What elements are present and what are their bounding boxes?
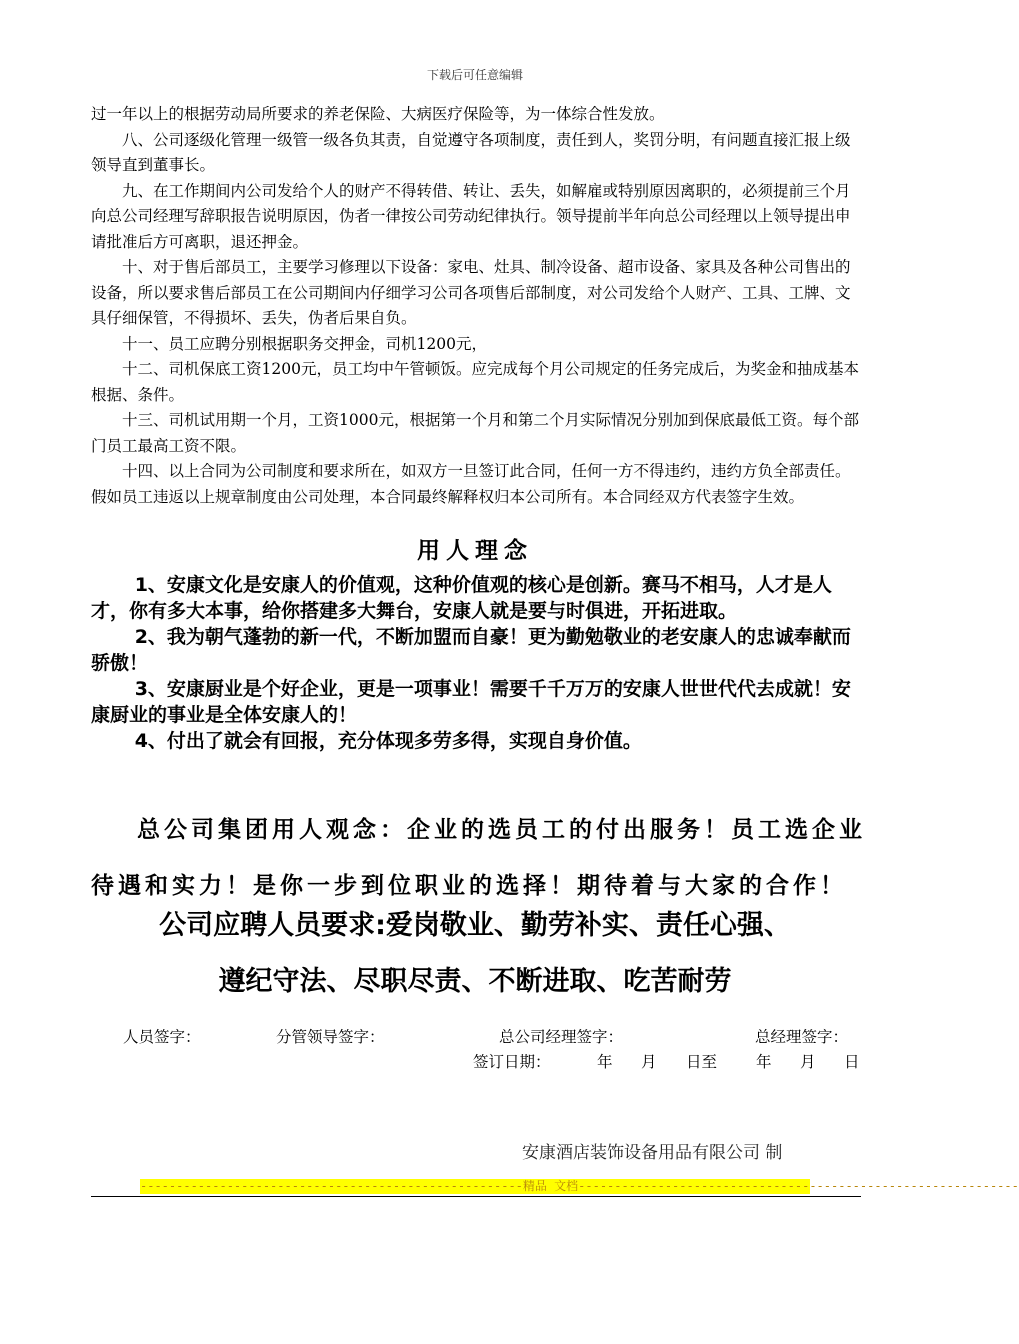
requirements <box>0 898 950 1010</box>
date-day-end: 日 <box>844 1053 860 1071</box>
philosophy-item: 3、安康厨业是个好企业，更是一项事业！需要千千万万的安康人世世代代去成就！安康厨业的事业是全体安康人的！ <box>91 678 851 726</box>
clause-continuation: 过一年以上的根据劳动局所要求的养老保险、大病医疗保险等，为一体综合性发放。 <box>91 105 665 123</box>
date-day-to: 日至 <box>686 1053 718 1071</box>
date-year-end: 年 <box>756 1053 772 1071</box>
page-header: 下载后可任意编辑 <box>426 68 523 82</box>
requirements-line-1: 公司应聘人员要求:爱岗敬业、勤劳补实、责任心强、 <box>159 910 791 941</box>
clause-10: 十、对于售后部员工，主要学习修理以下设备：家电、灶具、制冷设备、超市设备、家具及各种公司售出的设备，所以要求售后部员工在公司期间内仔细学习公司各项售后部制度，对公司发给个人财产、工具、工牌、文具仔细保管，不得损坏、丢失，伪者后果自负。 <box>91 258 851 327</box>
requirements-line-2: 遵纪守法、尽职尽责、不断进取、吃苦耐劳 <box>218 966 732 997</box>
footer-dashes-right: ------------------------------------------------------------- <box>578 1179 1019 1193</box>
section-title: 用人理念 <box>417 538 533 564</box>
person-signature-label: 人员签字： <box>123 1028 201 1046</box>
footer-dashes-left: ----------------------------------------------------- <box>140 1179 523 1193</box>
hq-manager-signature-label: 总公司经理签字： <box>499 1028 624 1046</box>
general-manager-signature-label: 总经理签字： <box>755 1028 849 1046</box>
philosophy-item: 4、付出了就会有回报，充分体现多劳多得，实现自身价值。 <box>134 730 642 752</box>
company-signature: 安康酒店装饰设备用品有限公司 制 <box>522 1143 783 1163</box>
date-month-end: 月 <box>800 1053 816 1071</box>
clause-8: 八、公司逐级化管理一级管一级各负其责，自觉遵守各项制度，责任到人，奖罚分明，有问题直接汇报上级领导直到董事长。 <box>91 130 851 174</box>
philosophy-item: 1、安康文化是安康人的价值观，这种价值观的核心是创新。赛马不相马，人才是人才，你有多大本事，给你搭建多大舞台，安康人就是要与时俱进，开拓进取。 <box>91 574 832 622</box>
group-concept-text: 总公司集团用人观念：企业的选员工的付出服务！员工选企业待遇和实力！是你一步到位职业的选择！期待着与大家的合作！ <box>91 817 866 899</box>
division-leader-signature-label: 分管领导签字： <box>276 1028 385 1046</box>
clause-11: 十一、员工应聘分别根据职务交押金，司机1200元， <box>122 334 487 353</box>
clause-12: 十二、司机保底工资1200元，员工均中午管顿饭。应完成每个月公司规定的任务完成后，为奖金和抽成基本根据、条件。 <box>91 360 859 404</box>
footer-label: 精品 文档 <box>522 1179 579 1193</box>
clause-14: 十四、以上合同为公司制度和要求所在，如双方一旦签订此合同，任何一方不得违约，违约方负全部责任。假如员工违返以上规章制度由公司处理，本合同最终解释权归本公司所有。本合同经双方代表签字生效。 <box>91 462 851 506</box>
date-year: 年 <box>597 1053 613 1071</box>
philosophy-item: 2、我为朝气蓬勃的新一代，不断加盟而自豪！更为勤勉敬业的老安康人的忠诚奉献而骄傲！ <box>91 626 851 674</box>
philosophy-list <box>91 572 861 754</box>
clause-9: 九、在工作期间内公司发给个人的财产不得转借、转让、丢失，如解雇或特别原因离职的，必须提前三个月向总公司经理写辞职报告说明原因，伪者一律按公司劳动纪律执行。领导提前半年向总公司经理以上领导提出申请批准后方可离职，退还押金。 <box>91 181 851 251</box>
signing-date-label: 签订日期： <box>473 1053 551 1071</box>
footer-divider <box>91 1196 861 1197</box>
date-month: 月 <box>641 1053 657 1071</box>
footer-watermark <box>140 1179 1019 1194</box>
contract-clauses <box>91 102 861 510</box>
clause-13: 十三、司机试用期一个月，工资1000元，根据第一个月和第二个月实际情况分别加到保底最低工资。每个部门员工最高工资不限。 <box>91 411 859 455</box>
